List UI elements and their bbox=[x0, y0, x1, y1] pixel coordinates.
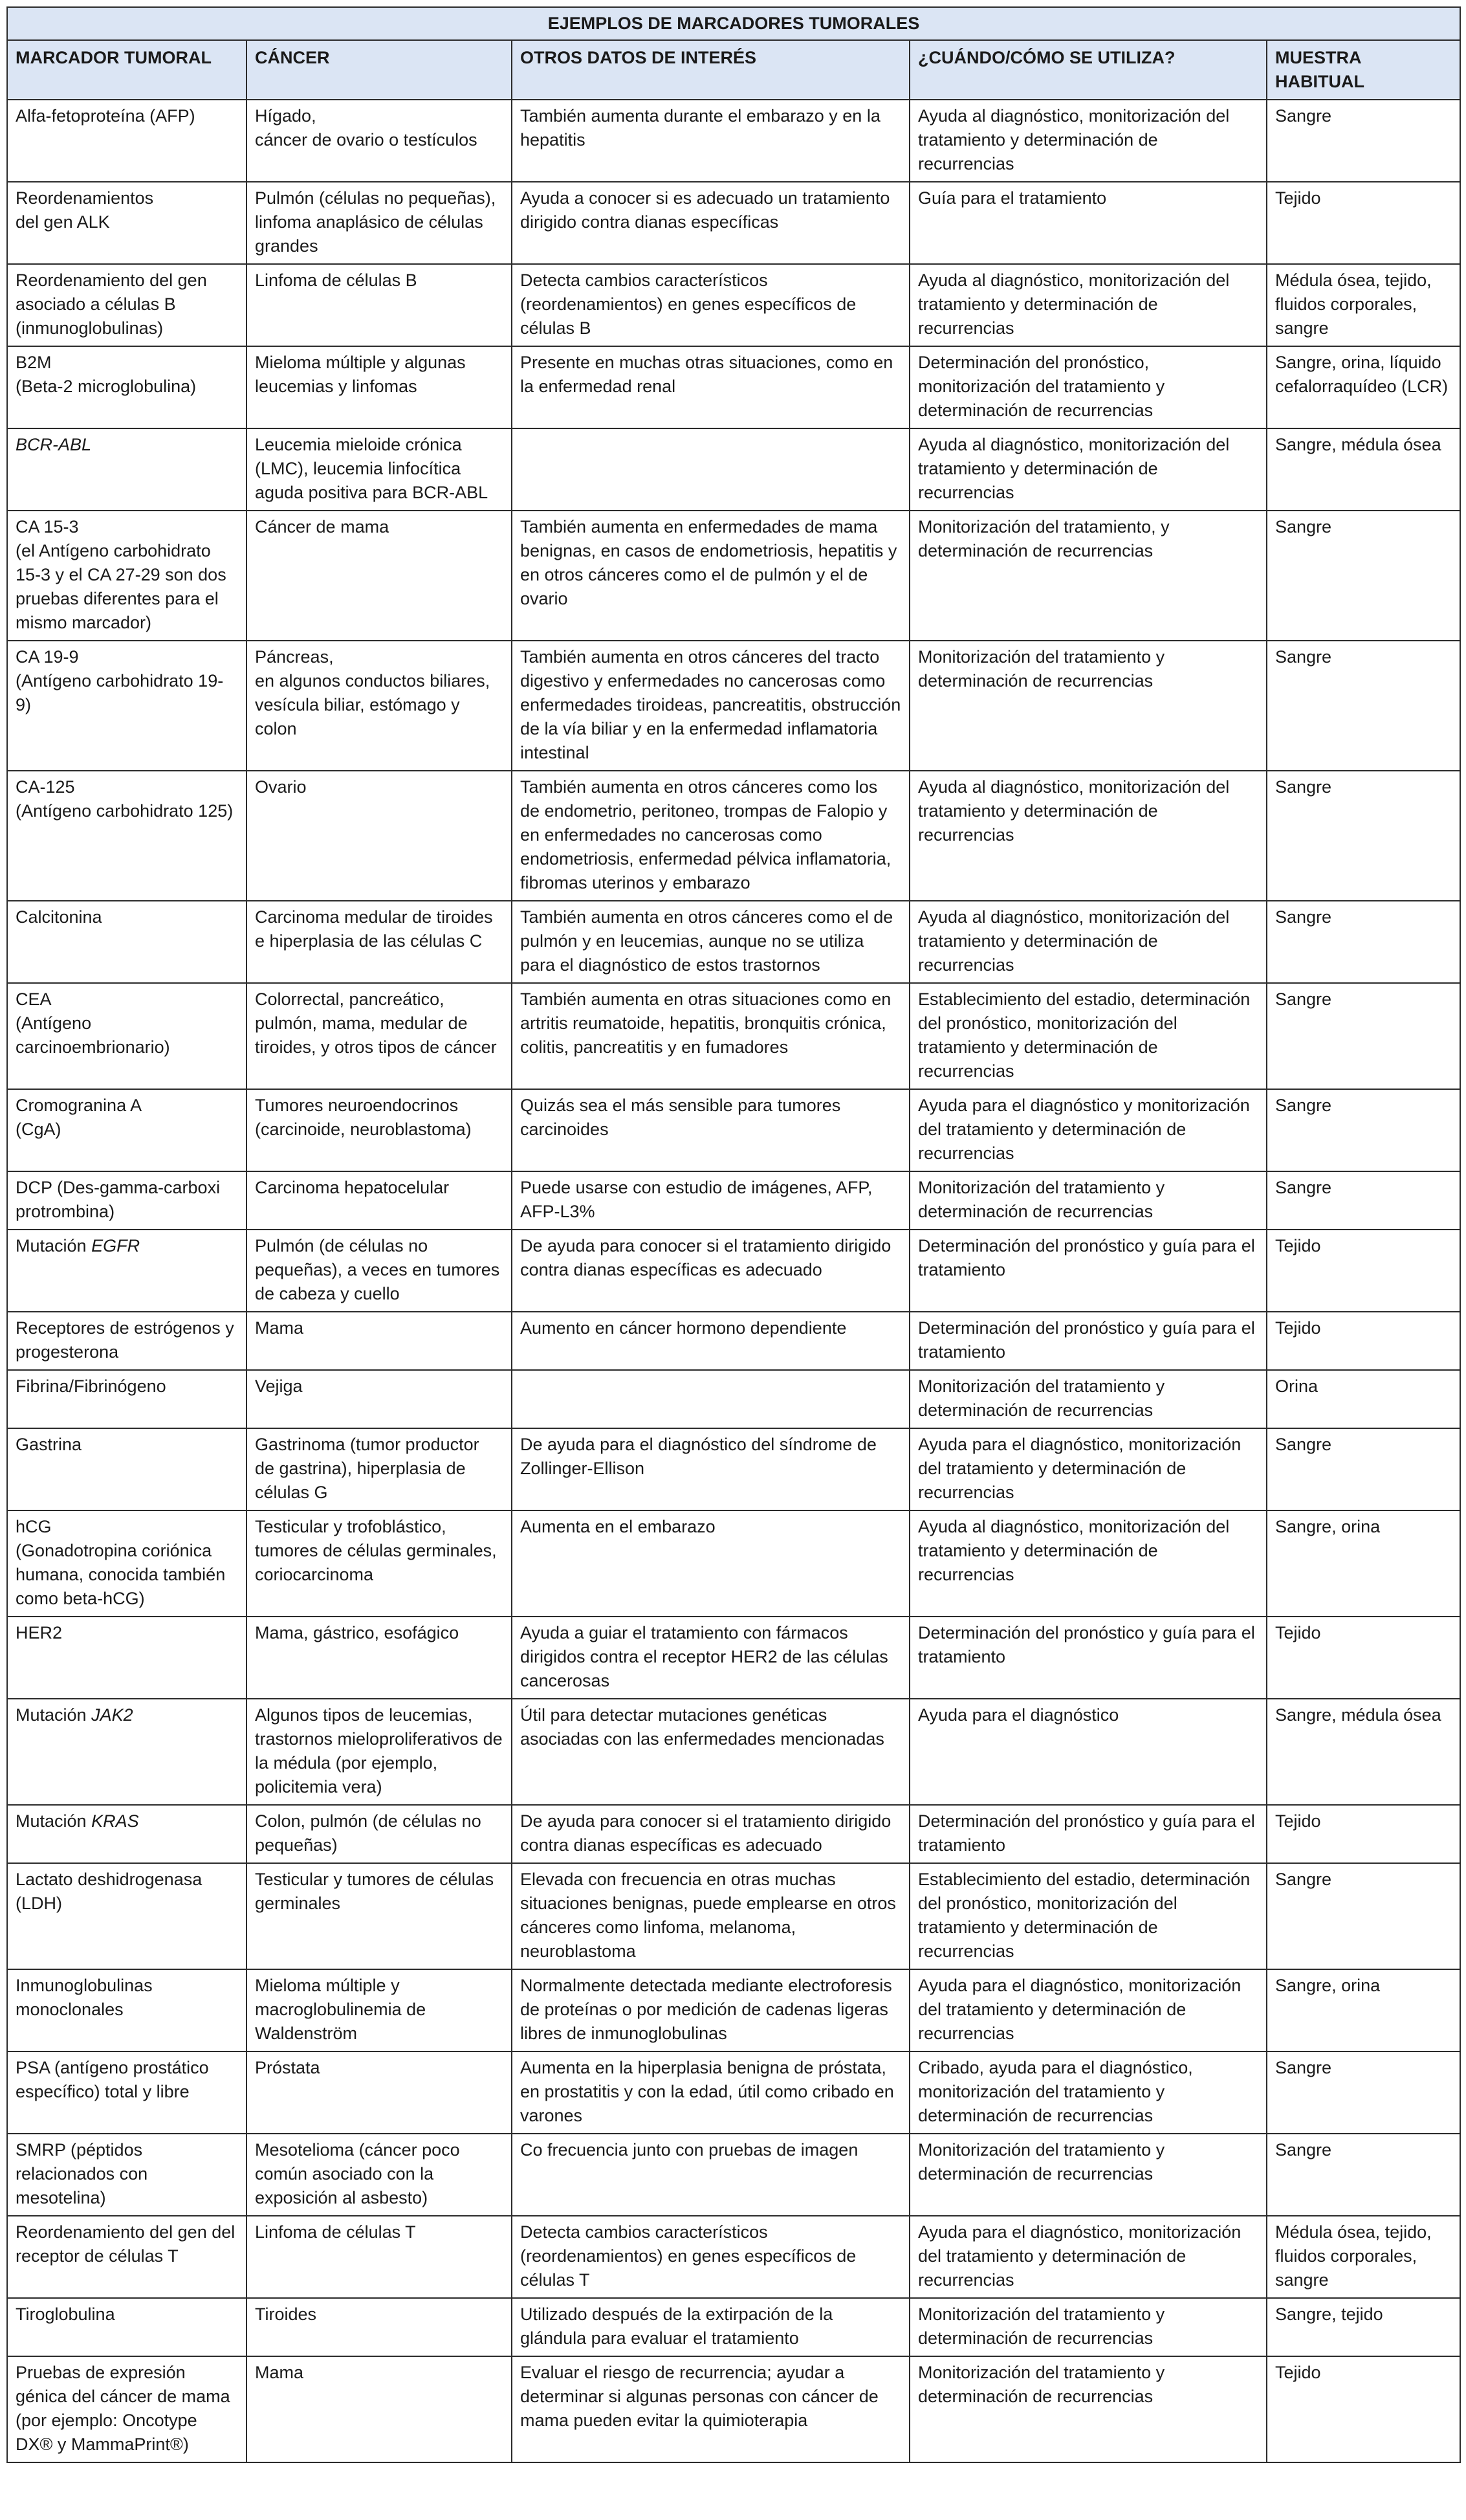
table-row bbox=[7, 901, 1460, 983]
cell-cancer: Próstata bbox=[246, 2051, 512, 2134]
cell-use: Monitorización del tratamiento y determinación de recurrencias bbox=[910, 641, 1267, 771]
table-row bbox=[7, 1699, 1460, 1805]
cell-use: Monitorización del tratamiento y determinación de recurrencias bbox=[910, 2298, 1267, 2356]
marker-prefix: Mutación bbox=[16, 1705, 92, 1725]
table-row bbox=[7, 2216, 1460, 2298]
table-row bbox=[7, 1510, 1460, 1617]
cell-marker: Fibrina/Fibrinógeno bbox=[7, 1370, 246, 1428]
table-row bbox=[7, 1428, 1460, 1510]
cell-use: Determinación del pronóstico y guía para el tratamiento bbox=[910, 1805, 1267, 1863]
cell-use: Monitorización del tratamiento y determinación de recurrencias bbox=[910, 1171, 1267, 1230]
cell-marker: Inmunoglobulinas monoclonales bbox=[7, 1969, 246, 2051]
cell-notes: De ayuda para el diagnóstico del síndrome de Zollinger-Ellison bbox=[512, 1428, 910, 1510]
cell-sample: Sangre bbox=[1267, 511, 1460, 641]
cell-sample: Sangre bbox=[1267, 2134, 1460, 2216]
cell-sample: Sangre bbox=[1267, 983, 1460, 1089]
cell-notes: Evaluar el riesgo de recurrencia; ayudar a determinar si algunas personas con cáncer de mama pueden evitar la quimioterapia bbox=[512, 2356, 910, 2462]
cell-notes: Normalmente detectada mediante electroforesis de proteínas o por medición de cadenas ligeras libres de inmunoglobulinas bbox=[512, 1969, 910, 2051]
cell-marker: Pruebas de expresión génica del cáncer de mama (por ejemplo: Oncotype DX® y MammaPrint®) bbox=[7, 2356, 246, 2462]
cell-marker: Lactato deshidrogenasa (LDH) bbox=[7, 1863, 246, 1969]
cell-cancer: Pulmón (de células no pequeñas), a veces en tumores de cabeza y cuello bbox=[246, 1230, 512, 1312]
cell-sample: Sangre bbox=[1267, 901, 1460, 983]
tumor-markers-table bbox=[6, 6, 1461, 2463]
cell-cancer: Mesotelioma (cáncer poco común asociado con la exposición al asbesto) bbox=[246, 2134, 512, 2216]
marker-prefix: Mutación bbox=[16, 1811, 92, 1831]
cell-sample: Sangre bbox=[1267, 1171, 1460, 1230]
cell-sample: Sangre bbox=[1267, 1089, 1460, 1171]
cell-use: Establecimiento del estadio, determinación del pronóstico, monitorización del tratamiento y determinación de recurrencias bbox=[910, 1863, 1267, 1969]
cell-sample: Sangre, tejido bbox=[1267, 2298, 1460, 2356]
cell-cancer: Mieloma múltiple y macroglobulinemia de Waldenström bbox=[246, 1969, 512, 2051]
cell-notes: Útil para detectar mutaciones genéticas asociadas con las enfermedades mencionadas bbox=[512, 1699, 910, 1805]
cell-marker: PSA (antígeno prostático específico) total y libre bbox=[7, 2051, 246, 2134]
cell-marker: Tiroglobulina bbox=[7, 2298, 246, 2356]
cell-notes: Puede usarse con estudio de imágenes, AFP, AFP-L3% bbox=[512, 1171, 910, 1230]
column-header-use: ¿CUÁNDO/CÓMO SE UTILIZA? bbox=[910, 40, 1267, 100]
cell-marker: hCG (Gonadotropina coriónica humana, conocida también como beta-hCG) bbox=[7, 1510, 246, 1617]
cell-cancer: Linfoma de células B bbox=[246, 264, 512, 346]
cell-sample: Médula ósea, tejido, fluidos corporales, sangre bbox=[1267, 264, 1460, 346]
table-body bbox=[7, 100, 1460, 2462]
table-row bbox=[7, 2134, 1460, 2216]
table-row bbox=[7, 983, 1460, 1089]
cell-sample: Sangre bbox=[1267, 641, 1460, 771]
cell-cancer: Mama bbox=[246, 1312, 512, 1370]
cell-sample: Sangre, médula ósea bbox=[1267, 1699, 1460, 1805]
cell-notes: Utilizado después de la extirpación de la glándula para evaluar el tratamiento bbox=[512, 2298, 910, 2356]
cell-cancer: Linfoma de células T bbox=[246, 2216, 512, 2298]
cell-use: Ayuda al diagnóstico, monitorización del tratamiento y determinación de recurrencias bbox=[910, 901, 1267, 983]
cell-sample: Médula ósea, tejido, fluidos corporales, sangre bbox=[1267, 2216, 1460, 2298]
table-row bbox=[7, 1370, 1460, 1428]
cell-cancer: Tumores neuroendocrinos (carcinoide, neuroblastoma) bbox=[246, 1089, 512, 1171]
cell-marker bbox=[7, 1699, 246, 1805]
cell-notes bbox=[512, 1370, 910, 1428]
cell-sample: Sangre bbox=[1267, 1863, 1460, 1969]
cell-notes: Detecta cambios característicos (reordenamientos) en genes específicos de células B bbox=[512, 264, 910, 346]
cell-use: Monitorización del tratamiento, y determinación de recurrencias bbox=[910, 511, 1267, 641]
cell-sample: Sangre, orina, líquido cefalorraquídeo (LCR) bbox=[1267, 346, 1460, 428]
cell-use: Ayuda para el diagnóstico bbox=[910, 1699, 1267, 1805]
cell-cancer: Páncreas, en algunos conductos biliares, vesícula biliar, estómago y colon bbox=[246, 641, 512, 771]
cell-use: Monitorización del tratamiento y determinación de recurrencias bbox=[910, 2134, 1267, 2216]
cell-use: Ayuda para el diagnóstico y monitorización del tratamiento y determinación de recurrencias bbox=[910, 1089, 1267, 1171]
cell-use: Monitorización del tratamiento y determinación de recurrencias bbox=[910, 2356, 1267, 2462]
cell-use: Determinación del pronóstico y guía para el tratamiento bbox=[910, 1617, 1267, 1699]
cell-notes: También aumenta en enfermedades de mama benignas, en casos de endometriosis, hepatitis y en otros cánceres como el de pulmón y el de ovario bbox=[512, 511, 910, 641]
cell-use: Ayuda para el diagnóstico, monitorización del tratamiento y determinación de recurrencias bbox=[910, 2216, 1267, 2298]
cell-cancer: Carcinoma hepatocelular bbox=[246, 1171, 512, 1230]
cell-marker bbox=[7, 428, 246, 511]
cell-marker bbox=[7, 1230, 246, 1312]
cell-sample: Sangre bbox=[1267, 1428, 1460, 1510]
cell-use: Ayuda para el diagnóstico, monitorización del tratamiento y determinación de recurrencias bbox=[910, 1428, 1267, 1510]
cell-cancer: Testicular y trofoblástico, tumores de células germinales, coriocarcinoma bbox=[246, 1510, 512, 1617]
table-row bbox=[7, 346, 1460, 428]
cell-marker bbox=[7, 1805, 246, 1863]
table-row bbox=[7, 2356, 1460, 2462]
table-row bbox=[7, 1617, 1460, 1699]
cell-marker: Alfa-fetoproteína (AFP) bbox=[7, 100, 246, 182]
cell-cancer: Colon, pulmón (de células no pequeñas) bbox=[246, 1805, 512, 1863]
cell-marker: Reordenamientos del gen ALK bbox=[7, 182, 246, 264]
table-row bbox=[7, 100, 1460, 182]
marker-gene-name: JAK2 bbox=[91, 1705, 133, 1725]
cell-cancer: Mama, gástrico, esofágico bbox=[246, 1617, 512, 1699]
cell-cancer: Mieloma múltiple y algunas leucemias y linfomas bbox=[246, 346, 512, 428]
cell-marker: CA 15-3 (el Antígeno carbohidrato 15-3 y el CA 27-29 son dos pruebas diferentes para el mismo marcador) bbox=[7, 511, 246, 641]
column-header-cancer: CÁNCER bbox=[246, 40, 512, 100]
table-row bbox=[7, 771, 1460, 901]
cell-cancer: Colorrectal, pancreático, pulmón, mama, medular de tiroides, y otros tipos de cáncer bbox=[246, 983, 512, 1089]
table-row bbox=[7, 1805, 1460, 1863]
cell-notes bbox=[512, 428, 910, 511]
cell-use: Ayuda al diagnóstico, monitorización del tratamiento y determinación de recurrencias bbox=[910, 1510, 1267, 1617]
column-header-notes: OTROS DATOS DE INTERÉS bbox=[512, 40, 910, 100]
cell-marker: Receptores de estrógenos y progesterona bbox=[7, 1312, 246, 1370]
cell-notes: Aumenta en el embarazo bbox=[512, 1510, 910, 1617]
header-row bbox=[7, 40, 1460, 100]
cell-use: Ayuda para el diagnóstico, monitorización del tratamiento y determinación de recurrencias bbox=[910, 1969, 1267, 2051]
cell-use: Establecimiento del estadio, determinación del pronóstico, monitorización del tratamiento y determinación de recurrencias bbox=[910, 983, 1267, 1089]
cell-notes: También aumenta en otros cánceres del tracto digestivo y enfermedades no cancerosas como enfermedades tiroideas, pancreatitis, obstrucción de la vía biliar y en la enfermedad inflamatoria intestinal bbox=[512, 641, 910, 771]
table-row bbox=[7, 511, 1460, 641]
cell-use: Monitorización del tratamiento y determinación de recurrencias bbox=[910, 1370, 1267, 1428]
cell-cancer: Algunos tipos de leucemias, trastornos mieloproliferativos de la médula (por ejemplo, policitemia vera) bbox=[246, 1699, 512, 1805]
cell-use: Determinación del pronóstico y guía para el tratamiento bbox=[910, 1312, 1267, 1370]
marker-gene-name: EGFR bbox=[91, 1236, 140, 1255]
cell-use: Determinación del pronóstico y guía para el tratamiento bbox=[910, 1230, 1267, 1312]
cell-marker: Calcitonina bbox=[7, 901, 246, 983]
cell-cancer: Carcinoma medular de tiroides e hiperplasia de las células C bbox=[246, 901, 512, 983]
table-row bbox=[7, 264, 1460, 346]
cell-notes: Detecta cambios característicos (reordenamientos) en genes específicos de células T bbox=[512, 2216, 910, 2298]
cell-notes: Aumento en cáncer hormono dependiente bbox=[512, 1312, 910, 1370]
cell-marker: CEA (Antígeno carcinoembrionario) bbox=[7, 983, 246, 1089]
table-row bbox=[7, 1969, 1460, 2051]
cell-notes: También aumenta en otros cánceres como los de endometrio, peritoneo, trompas de Falopio y en enfermedades no cancerosas como endometriosis, enfermedad pélvica inflamatoria, fibromas uterinos y embarazo bbox=[512, 771, 910, 901]
cell-sample: Tejido bbox=[1267, 1617, 1460, 1699]
cell-sample: Sangre, orina bbox=[1267, 1510, 1460, 1617]
cell-sample: Sangre, orina bbox=[1267, 1969, 1460, 2051]
cell-notes: Aumenta en la hiperplasia benigna de próstata, en prostatitis y con la edad, útil como cribado en varones bbox=[512, 2051, 910, 2134]
column-header-marker: MARCADOR TUMORAL bbox=[7, 40, 246, 100]
cell-notes: De ayuda para conocer si el tratamiento dirigido contra dianas específicas es adecuado bbox=[512, 1230, 910, 1312]
cell-cancer: Leucemia mieloide crónica (LMC), leucemia linfocítica aguda positiva para BCR-ABL bbox=[246, 428, 512, 511]
cell-marker: Reordenamiento del gen del receptor de células T bbox=[7, 2216, 246, 2298]
cell-marker: HER2 bbox=[7, 1617, 246, 1699]
table-row bbox=[7, 1863, 1460, 1969]
cell-notes: De ayuda para conocer si el tratamiento dirigido contra dianas específicas es adecuado bbox=[512, 1805, 910, 1863]
cell-sample: Sangre bbox=[1267, 2051, 1460, 2134]
cell-marker: CA-125 (Antígeno carbohidrato 125) bbox=[7, 771, 246, 901]
cell-notes: También aumenta en otros cánceres como el de pulmón y en leucemias, aunque no se utiliza para el diagnóstico de estos trastornos bbox=[512, 901, 910, 983]
column-header-sample: MUESTRA HABITUAL bbox=[1267, 40, 1460, 100]
cell-use: Ayuda al diagnóstico, monitorización del tratamiento y determinación de recurrencias bbox=[910, 264, 1267, 346]
cell-sample: Orina bbox=[1267, 1370, 1460, 1428]
cell-cancer: Mama bbox=[246, 2356, 512, 2462]
marker-gene-name: BCR-ABL bbox=[16, 435, 92, 454]
cell-use: Determinación del pronóstico, monitorización del tratamiento y determinación de recurrencias bbox=[910, 346, 1267, 428]
table-row bbox=[7, 182, 1460, 264]
cell-sample: Tejido bbox=[1267, 1805, 1460, 1863]
cell-cancer: Gastrinoma (tumor productor de gastrina), hiperplasia de células G bbox=[246, 1428, 512, 1510]
table-row bbox=[7, 1230, 1460, 1312]
cell-marker: Cromogranina A (CgA) bbox=[7, 1089, 246, 1171]
cell-notes: También aumenta durante el embarazo y en la hepatitis bbox=[512, 100, 910, 182]
table-row bbox=[7, 2298, 1460, 2356]
table-row bbox=[7, 2051, 1460, 2134]
cell-sample: Tejido bbox=[1267, 1312, 1460, 1370]
cell-sample: Tejido bbox=[1267, 182, 1460, 264]
cell-sample: Sangre, médula ósea bbox=[1267, 428, 1460, 511]
table-row bbox=[7, 641, 1460, 771]
cell-sample: Tejido bbox=[1267, 2356, 1460, 2462]
cell-notes: Ayuda a conocer si es adecuado un tratamiento dirigido contra dianas específicas bbox=[512, 182, 910, 264]
cell-cancer: Ovario bbox=[246, 771, 512, 901]
cell-marker: B2M (Beta-2 microglobulina) bbox=[7, 346, 246, 428]
cell-use: Ayuda al diagnóstico, monitorización del tratamiento y determinación de recurrencias bbox=[910, 100, 1267, 182]
cell-cancer: Testicular y tumores de células germinales bbox=[246, 1863, 512, 1969]
cell-cancer: Hígado, cáncer de ovario o testículos bbox=[246, 100, 512, 182]
cell-notes: Ayuda a guiar el tratamiento con fármacos dirigidos contra el receptor HER2 de las células cancerosas bbox=[512, 1617, 910, 1699]
cell-notes: Quizás sea el más sensible para tumores carcinoides bbox=[512, 1089, 910, 1171]
cell-notes: También aumenta en otras situaciones como en artritis reumatoide, hepatitis, bronquitis crónica, colitis, pancreatitis y en fumadores bbox=[512, 983, 910, 1089]
cell-notes: Elevada con frecuencia en otras muchas situaciones benignas, puede emplearse en otros cánceres como linfoma, melanoma, neuroblastoma bbox=[512, 1863, 910, 1969]
cell-sample: Sangre bbox=[1267, 771, 1460, 901]
marker-gene-name: KRAS bbox=[91, 1811, 139, 1831]
cell-use: Ayuda al diagnóstico, monitorización del tratamiento y determinación de recurrencias bbox=[910, 771, 1267, 901]
title-row bbox=[7, 7, 1460, 40]
cell-cancer: Pulmón (células no pequeñas), linfoma anaplásico de células grandes bbox=[246, 182, 512, 264]
cell-marker: Gastrina bbox=[7, 1428, 246, 1510]
cell-cancer: Cáncer de mama bbox=[246, 511, 512, 641]
cell-notes: Co frecuencia junto con pruebas de imagen bbox=[512, 2134, 910, 2216]
cell-cancer: Tiroides bbox=[246, 2298, 512, 2356]
table-row bbox=[7, 1171, 1460, 1230]
cell-notes: Presente en muchas otras situaciones, como en la enfermedad renal bbox=[512, 346, 910, 428]
cell-use: Guía para el tratamiento bbox=[910, 182, 1267, 264]
table-row bbox=[7, 1312, 1460, 1370]
tumor-markers-sheet bbox=[6, 6, 1460, 2463]
cell-marker: CA 19-9 (Antígeno carbohidrato 19-9) bbox=[7, 641, 246, 771]
cell-marker: SMRP (péptidos relacionados con mesotelina) bbox=[7, 2134, 246, 2216]
table-row bbox=[7, 428, 1460, 511]
table-title: EJEMPLOS DE MARCADORES TUMORALES bbox=[7, 7, 1460, 40]
cell-sample: Sangre bbox=[1267, 100, 1460, 182]
cell-use: Cribado, ayuda para el diagnóstico, monitorización del tratamiento y determinación de recurrencias bbox=[910, 2051, 1267, 2134]
cell-marker: DCP (Des-gamma-carboxi protrombina) bbox=[7, 1171, 246, 1230]
cell-marker: Reordenamiento del gen asociado a células B (inmunoglobulinas) bbox=[7, 264, 246, 346]
marker-prefix: Mutación bbox=[16, 1236, 92, 1255]
cell-use: Ayuda al diagnóstico, monitorización del tratamiento y determinación de recurrencias bbox=[910, 428, 1267, 511]
cell-cancer: Vejiga bbox=[246, 1370, 512, 1428]
cell-sample: Tejido bbox=[1267, 1230, 1460, 1312]
table-row bbox=[7, 1089, 1460, 1171]
